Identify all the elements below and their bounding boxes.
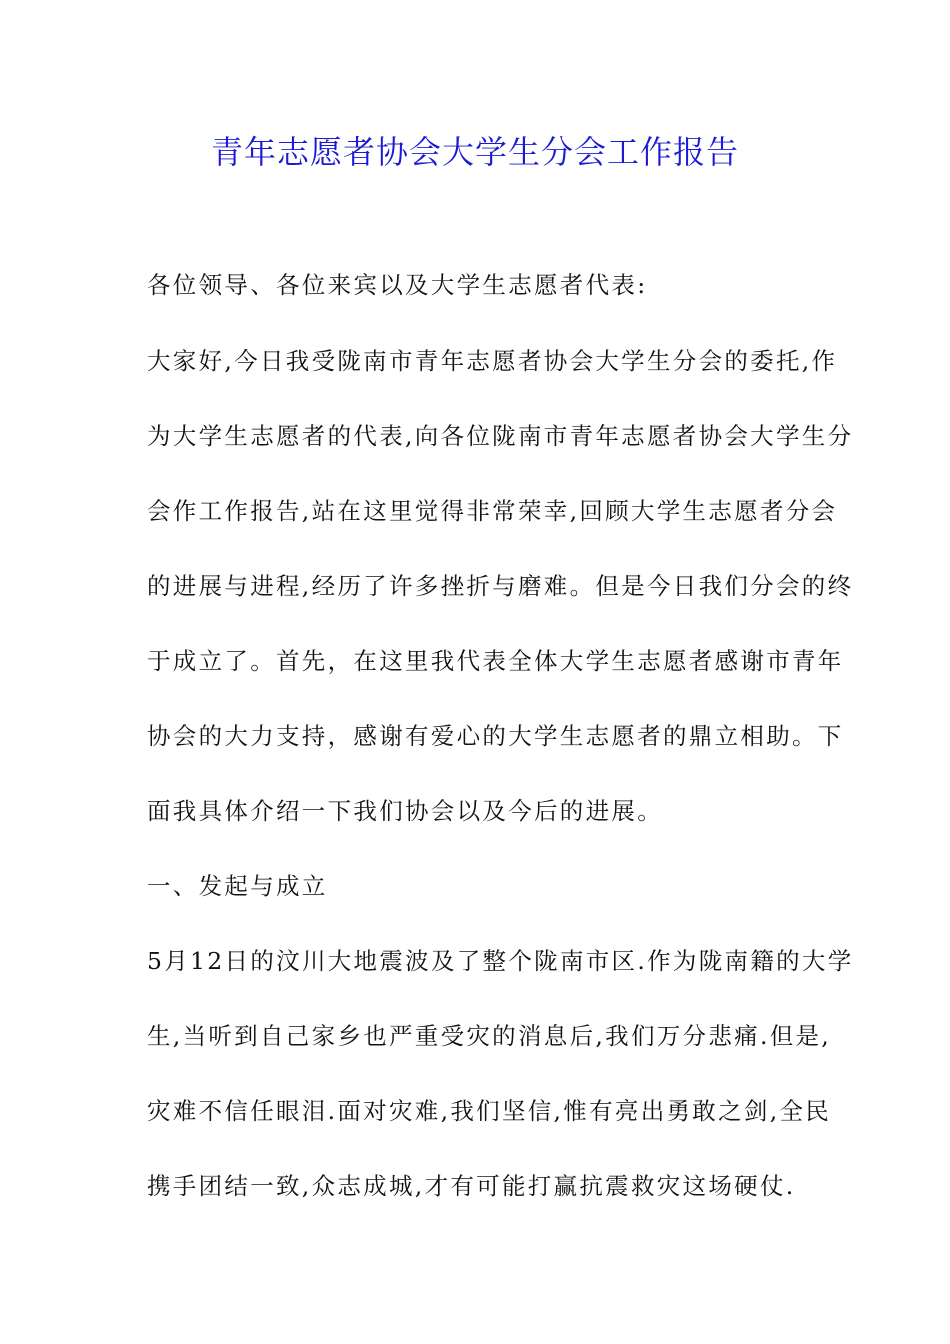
- paragraph-line: 生,当听到自己家乡也严重受灾的消息后,我们万分悲痛.但是,: [147, 1022, 832, 1050]
- paragraph-line: 会作工作报告,站在这里觉得非常荣幸,回顾大学生志愿者分会: [147, 497, 838, 525]
- paragraph-line: 协会的大力支持，感谢有爱心的大学生志愿者的鼎立相助。下: [147, 722, 844, 750]
- paragraph-line: 为大学生志愿者的代表,向各位陇南市青年志愿者协会大学生分: [147, 422, 854, 450]
- paragraph-line: 大家好,今日我受陇南市青年志愿者协会大学生分会的委托,作: [147, 347, 838, 375]
- paragraph-line: 的进展与进程,经历了许多挫折与磨难。但是今日我们分会的终: [147, 572, 854, 600]
- section-heading: 一、发起与成立: [147, 872, 328, 900]
- salutation-line: 各位领导、各位来宾以及大学生志愿者代表:: [147, 271, 648, 299]
- paragraph-line: 灾难不信任眼泪.面对灾难,我们坚信,惟有亮出勇敢之剑,全民: [147, 1097, 832, 1125]
- paragraph-line: 携手团结一致,众志成城,才有可能打赢抗震救灾这场硬仗.: [147, 1172, 796, 1200]
- paragraph-line: 面我具体介绍一下我们协会以及今后的进展。: [147, 797, 663, 825]
- paragraph-line: 于成立了。首先，在这里我代表全体大学生志愿者感谢市青年: [147, 647, 844, 675]
- paragraph-line: 5月12日的汶川大地震波及了整个陇南市区.作为陇南籍的大学: [147, 947, 854, 975]
- document-title: 青年志愿者协会大学生分会工作报告: [210, 133, 739, 171]
